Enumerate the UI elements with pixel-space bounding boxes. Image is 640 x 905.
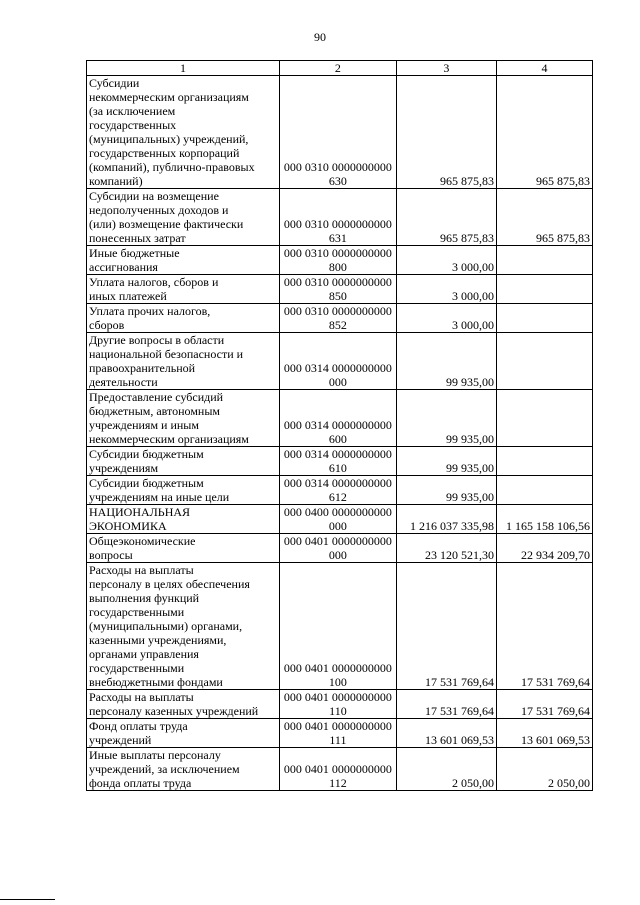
table-row (87, 333, 593, 390)
table-row (87, 476, 593, 505)
row-code-cell: 000 0310 0000000000 850 (280, 275, 397, 304)
row-value-col4 (497, 447, 593, 476)
table-row (87, 719, 593, 748)
table-body (87, 76, 593, 791)
row-code-cell: 000 0310 0000000000 630 (280, 76, 397, 189)
row-code-cell: 000 0314 0000000000 000 (280, 333, 397, 390)
row-code-cell: 000 0400 0000000000 000 (280, 505, 397, 534)
row-value-col3: 13 601 069,53 (396, 719, 496, 748)
row-value-col4 (497, 476, 593, 505)
row-value-col3: 23 120 521,30 (396, 534, 496, 563)
row-code-cell: 000 0314 0000000000 610 (280, 447, 397, 476)
row-code-cell: 000 0401 0000000000 000 (280, 534, 397, 563)
table-header-row (87, 61, 593, 76)
row-name-cell: Иные выплаты персоналу учреждений, за исключением фонда оплаты труда (87, 748, 280, 791)
row-code-cell: 000 0401 0000000000 100 (280, 563, 397, 690)
row-code-cell: 000 0314 0000000000 612 (280, 476, 397, 505)
row-value-col3: 99 935,00 (396, 476, 496, 505)
budget-table (86, 60, 593, 791)
table-row (87, 534, 593, 563)
row-name-cell: Субсидии бюджетным учреждениям (87, 447, 280, 476)
row-value-col3: 17 531 769,64 (396, 690, 496, 719)
column-header: 3 (396, 61, 496, 76)
row-value-col4: 17 531 769,64 (497, 563, 593, 690)
row-name-cell: Уплата прочих налогов, сборов (87, 304, 280, 333)
row-code-cell: 000 0401 0000000000 110 (280, 690, 397, 719)
row-value-col4: 13 601 069,53 (497, 719, 593, 748)
column-header: 1 (87, 61, 280, 76)
row-value-col4 (497, 333, 593, 390)
row-value-col4: 965 875,83 (497, 76, 593, 189)
row-name-cell: Субсидии бюджетным учреждениям на иные цели (87, 476, 280, 505)
row-value-col3: 1 216 037 335,98 (396, 505, 496, 534)
row-value-col4: 965 875,83 (497, 189, 593, 246)
row-name-cell: Другие вопросы в области национальной безопасности и правоохранительной деятельности (87, 333, 280, 390)
row-value-col3: 99 935,00 (396, 447, 496, 476)
row-value-col4 (497, 275, 593, 304)
row-value-col3: 17 531 769,64 (396, 563, 496, 690)
row-value-col4 (497, 246, 593, 275)
column-header: 4 (497, 61, 593, 76)
row-value-col3: 2 050,00 (396, 748, 496, 791)
row-value-col4 (497, 390, 593, 447)
table-row (87, 76, 593, 189)
table-row (87, 390, 593, 447)
row-value-col3: 965 875,83 (396, 189, 496, 246)
row-name-cell: Расходы на выплаты персоналу казенных учреждений (87, 690, 280, 719)
row-code-cell: 000 0310 0000000000 852 (280, 304, 397, 333)
column-header: 2 (280, 61, 397, 76)
row-name-cell: Предоставление субсидий бюджетным, автономным учреждениям и иным некоммерческим организациям (87, 390, 280, 447)
row-value-col3: 3 000,00 (396, 275, 496, 304)
page-number: 90 (314, 30, 326, 44)
table-row (87, 275, 593, 304)
row-name-cell: Субсидии на возмещение недополученных доходов и (или) возмещение фактически понесенных затрат (87, 189, 280, 246)
row-name-cell: Расходы на выплаты персоналу в целях обеспечения выполнения функций государственными (муниципальными) органами, казенными учреждениями, органами управления государственными внебюджетными фондами (87, 563, 280, 690)
table-row (87, 189, 593, 246)
footer-divider (0, 899, 55, 900)
table-row (87, 563, 593, 690)
table-row (87, 690, 593, 719)
row-code-cell: 000 0314 0000000000 600 (280, 390, 397, 447)
row-code-cell: 000 0401 0000000000 111 (280, 719, 397, 748)
table-row (87, 246, 593, 275)
row-name-cell: Уплата налогов, сборов и иных платежей (87, 275, 280, 304)
row-value-col3: 99 935,00 (396, 333, 496, 390)
row-name-cell: НАЦИОНАЛЬНАЯ ЭКОНОМИКА (87, 505, 280, 534)
row-value-col3: 965 875,83 (396, 76, 496, 189)
row-name-cell: Фонд оплаты труда учреждений (87, 719, 280, 748)
row-value-col3: 3 000,00 (396, 246, 496, 275)
row-code-cell: 000 0310 0000000000 800 (280, 246, 397, 275)
row-code-cell: 000 0401 0000000000 112 (280, 748, 397, 791)
table-row (87, 748, 593, 791)
table-row (87, 304, 593, 333)
row-value-col4: 2 050,00 (497, 748, 593, 791)
row-name-cell: Общеэкономические вопросы (87, 534, 280, 563)
row-name-cell: Субсидии некоммерческим организациям (за исключением государственных (муниципальных) учреждений, государственных корпораций (компаний), публично-правовых компаний) (87, 76, 280, 189)
row-name-cell: Иные бюджетные ассигнования (87, 246, 280, 275)
row-value-col3: 99 935,00 (396, 390, 496, 447)
row-value-col4: 17 531 769,64 (497, 690, 593, 719)
table-row (87, 447, 593, 476)
row-value-col3: 3 000,00 (396, 304, 496, 333)
row-value-col4: 1 165 158 106,56 (497, 505, 593, 534)
row-value-col4 (497, 304, 593, 333)
table-row (87, 505, 593, 534)
row-code-cell: 000 0310 0000000000 631 (280, 189, 397, 246)
row-value-col4: 22 934 209,70 (497, 534, 593, 563)
